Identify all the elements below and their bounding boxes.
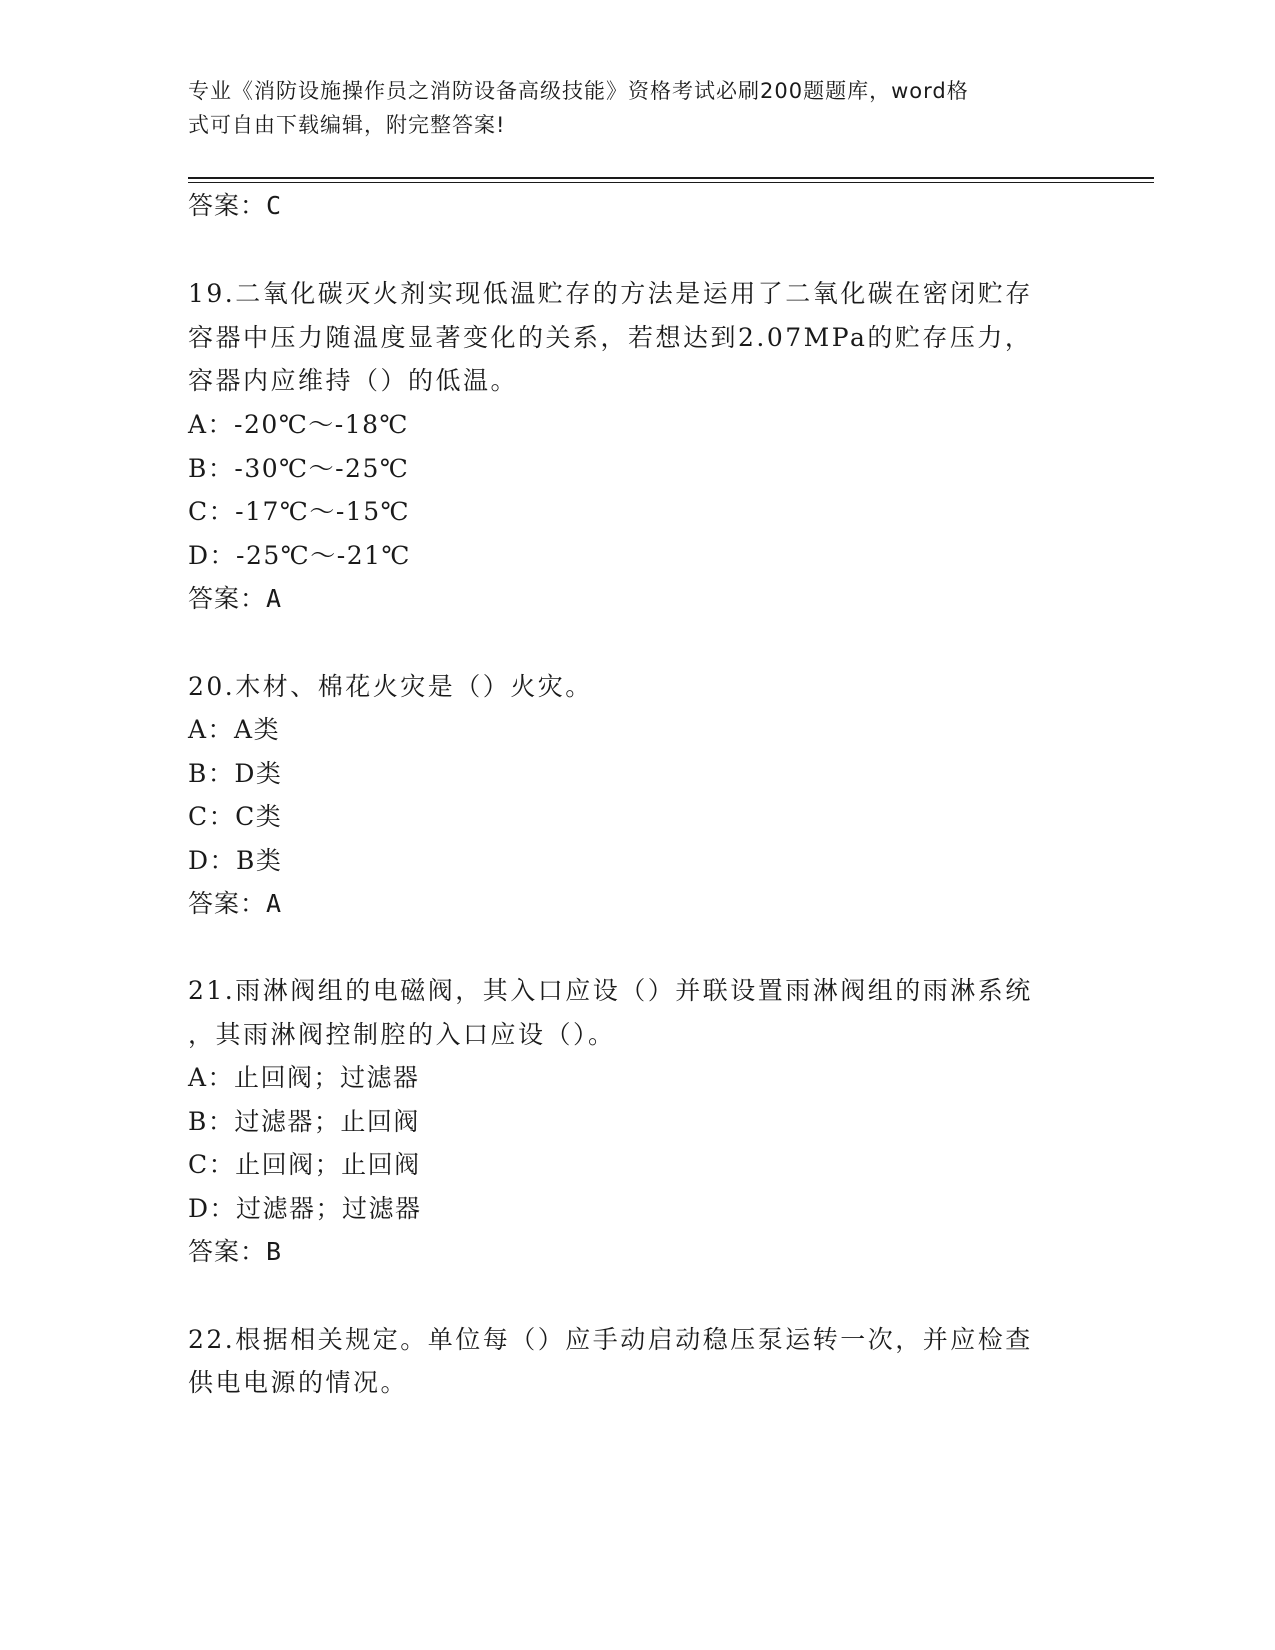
question-19-option-a: A：-20℃～-18℃ — [188, 410, 410, 439]
question-21-option-b: B：过滤器；止回阀 — [188, 1107, 420, 1136]
question-20-answer — [188, 884, 282, 920]
header-line-2: 式可自由下载编辑，附完整答案! — [188, 113, 506, 137]
question-20-line-1: 20.木材、棉花火灾是（）火灾。 — [188, 672, 593, 701]
header-line-1: 专业《消防设施操作员之消防设备高级技能》资格考试必刷200题题库，word格 — [188, 79, 969, 103]
question-20-option-d: D：B类 — [188, 846, 283, 875]
question-19-line-2: 容器中压力随温度显著变化的关系，若想达到2.07MPa的贮存压力， — [188, 323, 1033, 352]
answer-value: B — [266, 1237, 283, 1266]
question-21-answer — [188, 1232, 282, 1268]
document-header — [188, 74, 1068, 142]
question-21-line-2: ，其雨淋阀控制腔的入口应设（）。 — [188, 1020, 616, 1049]
question-22-line-1: 22.根据相关规定。单位每（）应手动启动稳压泵运转一次，并应检查 — [188, 1325, 1033, 1354]
answer-label: 答案： — [188, 584, 267, 613]
answer-label: 答案： — [188, 1237, 267, 1266]
question-20-option-c: C：C类 — [188, 802, 283, 831]
question-19-line-1: 19.二氧化碳灭火剂实现低温贮存的方法是运用了二氧化碳在密闭贮存 — [188, 279, 1033, 308]
question-19-answer — [188, 579, 282, 615]
answer-value: C — [266, 191, 283, 220]
header-divider-thin — [188, 182, 1154, 183]
question-21-option-a: A：止回阀；过滤器 — [188, 1063, 420, 1092]
question-19-option-b: B：-30℃～-25℃ — [188, 454, 410, 483]
answer-value: A — [266, 584, 283, 613]
question-19-line-3: 容器内应维持（）的低温。 — [188, 366, 519, 395]
question-19-option-c: C：-17℃～-15℃ — [188, 497, 411, 526]
question-20-option-b: B：D类 — [188, 759, 283, 788]
question-21-option-c: C：止回阀；止回阀 — [188, 1150, 421, 1179]
question-20-option-a: A：A类 — [188, 715, 281, 744]
question-19-option-d: D：-25℃～-21℃ — [188, 541, 411, 570]
answer-label: 答案： — [188, 889, 267, 918]
header-divider-thick — [188, 177, 1154, 179]
answer-label: 答案： — [188, 191, 267, 220]
question-21-line-1: 21.雨淋阀组的电磁阀，其入口应设（）并联设置雨淋阀组的雨淋系统 — [188, 976, 1033, 1005]
answer-prev — [188, 186, 282, 222]
question-22-line-2: 供电电源的情况。 — [188, 1368, 409, 1397]
answer-value: A — [266, 889, 283, 918]
question-21-option-d: D：过滤器；过滤器 — [188, 1194, 422, 1223]
